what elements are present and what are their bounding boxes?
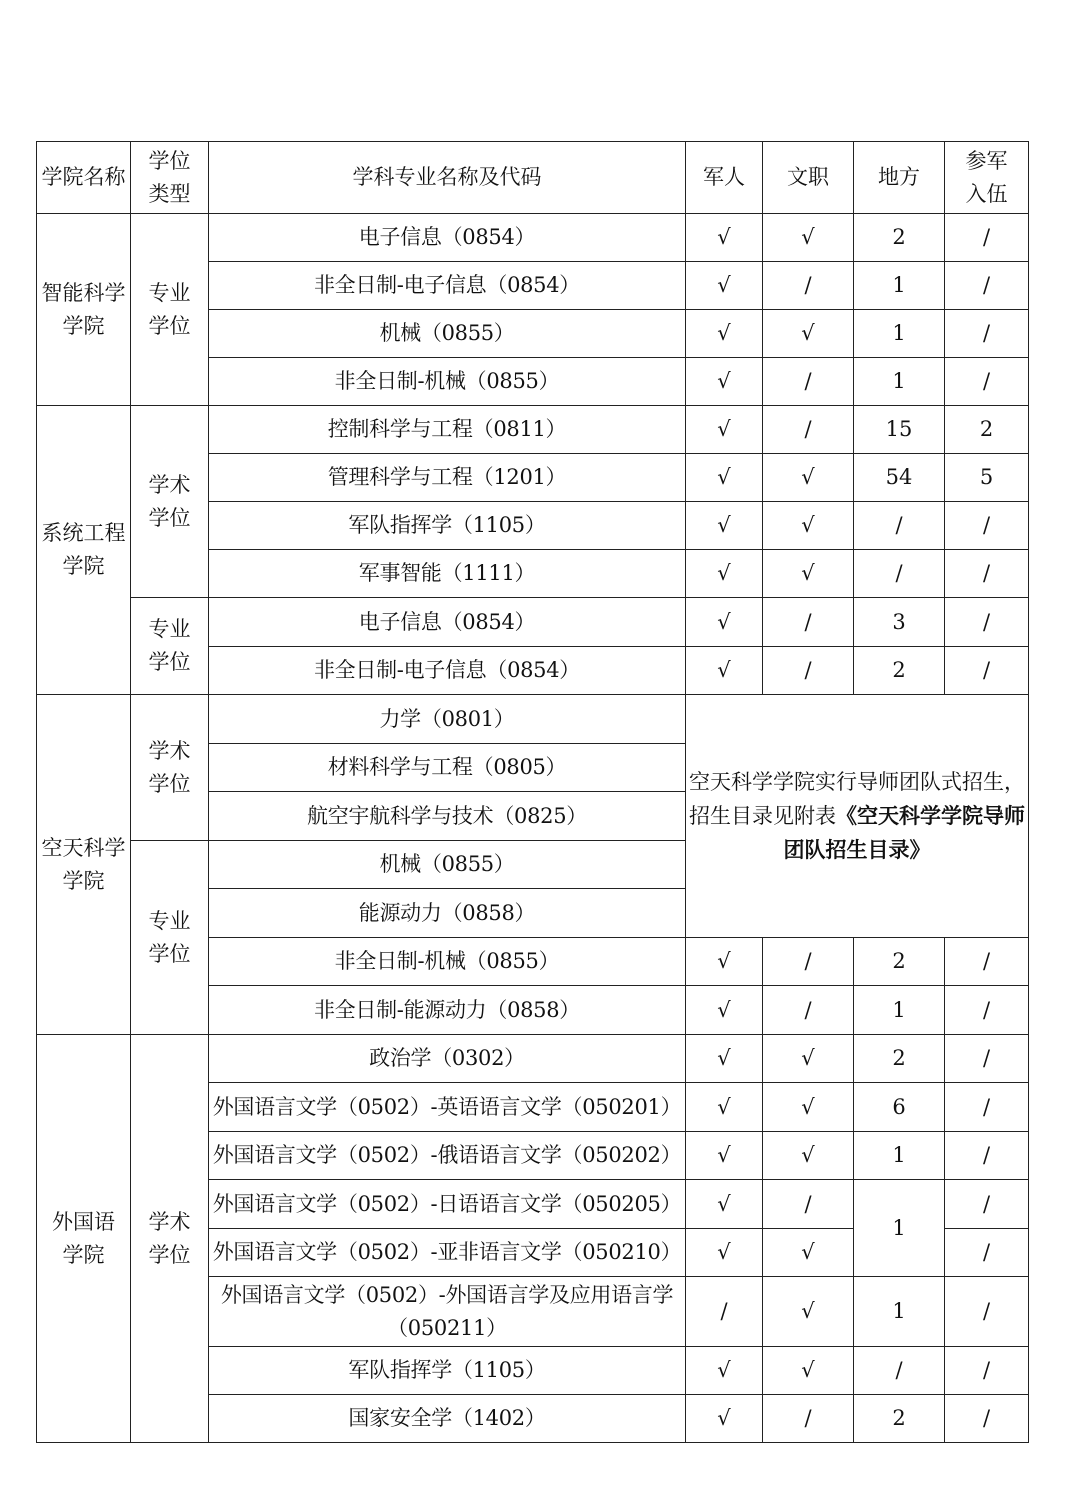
enlist-cell: 2: [945, 406, 1029, 454]
note-cell: [686, 695, 1029, 938]
degree-cell: [131, 598, 209, 695]
degree-cell: [131, 214, 209, 406]
local-cell: /: [854, 550, 945, 598]
local-cell: 2: [854, 214, 945, 262]
major-cell: 军队指挥学（1105）: [209, 1347, 686, 1395]
local-cell: 1: [854, 986, 945, 1035]
local-cell: 1: [854, 1277, 945, 1347]
header-local: 地方: [854, 142, 945, 214]
military-cell: √: [686, 358, 763, 406]
military-cell: √: [686, 406, 763, 454]
major-cell: 航空宇航科学与技术（0825）: [209, 792, 686, 841]
major-cell: 军事智能（1111）: [209, 550, 686, 598]
major-cell: 外国语言文学（0502）-俄语语言文学（050202）: [209, 1132, 686, 1180]
military-cell: √: [686, 647, 763, 695]
local-cell: 2: [854, 938, 945, 986]
admissions-table: [36, 141, 1029, 1443]
degree-type: 学术学位: [148, 738, 191, 796]
civilian-cell: √: [763, 1347, 854, 1395]
enlist-cell: /: [945, 358, 1029, 406]
civilian-cell: /: [763, 358, 854, 406]
major-cell: 非全日制-电子信息（0854）: [209, 262, 686, 310]
civilian-cell: √: [763, 454, 854, 502]
major-cell: 外国语言文学（0502）-日语语言文学（050205）: [209, 1180, 686, 1229]
civilian-cell: /: [763, 938, 854, 986]
military-cell: √: [686, 938, 763, 986]
degree-type: 学术学位: [148, 1209, 191, 1267]
enlist-cell: /: [945, 310, 1029, 358]
enlist-cell: /: [945, 1180, 1029, 1229]
major-cell: 机械（0855）: [209, 841, 686, 889]
civilian-cell: /: [763, 1395, 854, 1443]
table-row: [37, 214, 1029, 262]
local-cell: 1: [854, 310, 945, 358]
enlist-cell: /: [945, 1395, 1029, 1443]
military-cell: √: [686, 1229, 763, 1277]
major-cell: 非全日制-机械（0855）: [209, 358, 686, 406]
enlist-cell: /: [945, 598, 1029, 647]
table-row: [37, 1035, 1029, 1083]
major-cell: 管理科学与工程（1201）: [209, 454, 686, 502]
header-degree-text: 学位类型: [148, 148, 191, 206]
college-name: 智能科学学院: [41, 280, 126, 338]
civilian-cell: /: [763, 598, 854, 647]
local-cell: 1: [854, 1132, 945, 1180]
civilian-cell: √: [763, 1035, 854, 1083]
college-cell: [37, 695, 131, 1035]
major-cell: 控制科学与工程（0811）: [209, 406, 686, 454]
major-cell: 非全日制-能源动力（0858）: [209, 986, 686, 1035]
military-cell: /: [686, 1277, 763, 1347]
enlist-cell: 5: [945, 454, 1029, 502]
major-cell: 力学（0801）: [209, 695, 686, 744]
college-name: 空天科学学院: [41, 835, 126, 893]
college-name: 系统工程学院: [41, 521, 126, 578]
military-cell: √: [686, 214, 763, 262]
enlist-cell: /: [945, 1277, 1029, 1347]
local-cell: 1: [854, 1180, 945, 1277]
major-cell: 军队指挥学（1105）: [209, 502, 686, 550]
degree-type: 专业学位: [148, 280, 191, 338]
header-enlist: [945, 142, 1029, 214]
enlist-cell: /: [945, 938, 1029, 986]
enlist-cell: /: [945, 1347, 1029, 1395]
local-cell: 1: [854, 262, 945, 310]
civilian-cell: /: [763, 262, 854, 310]
enlist-cell: /: [945, 1083, 1029, 1132]
local-cell: 6: [854, 1083, 945, 1132]
local-cell: 2: [854, 1395, 945, 1443]
local-cell: 54: [854, 454, 945, 502]
major-cell: 非全日制-电子信息（0854）: [209, 647, 686, 695]
college-cell: [37, 214, 131, 406]
header-degree: [131, 142, 209, 214]
degree-cell: [131, 695, 209, 841]
college-cell: [37, 1035, 131, 1443]
major-cell: 能源动力（0858）: [209, 889, 686, 938]
header-enlist-text: 参军入伍: [965, 148, 1008, 206]
civilian-cell: √: [763, 1277, 854, 1347]
degree-cell: [131, 406, 209, 598]
local-cell: 2: [854, 647, 945, 695]
military-cell: √: [686, 1180, 763, 1229]
major-cell: 电子信息（0854）: [209, 598, 686, 647]
military-cell: √: [686, 1083, 763, 1132]
local-cell: 2: [854, 1035, 945, 1083]
major-cell: 电子信息（0854）: [209, 214, 686, 262]
military-cell: √: [686, 502, 763, 550]
military-cell: √: [686, 262, 763, 310]
local-cell: 1: [854, 358, 945, 406]
enlist-cell: /: [945, 1132, 1029, 1180]
major-cell: 政治学（0302）: [209, 1035, 686, 1083]
civilian-cell: √: [763, 1229, 854, 1277]
military-cell: √: [686, 310, 763, 358]
civilian-cell: /: [763, 1180, 854, 1229]
degree-type: 专业学位: [148, 617, 191, 674]
major-cell: 外国语言文学（0502）-外国语言学及应用语言学（050211）: [209, 1277, 686, 1347]
table-row: [37, 695, 1029, 744]
enlist-cell: /: [945, 502, 1029, 550]
civilian-cell: √: [763, 1132, 854, 1180]
enlist-cell: /: [945, 1035, 1029, 1083]
civilian-cell: √: [763, 310, 854, 358]
local-cell: 15: [854, 406, 945, 454]
enlist-cell: /: [945, 214, 1029, 262]
enlist-cell: /: [945, 550, 1029, 598]
major-cell: 外国语言文学（0502）-亚非语言文学（050210）: [209, 1229, 686, 1277]
civilian-cell: √: [763, 550, 854, 598]
local-cell: /: [854, 502, 945, 550]
degree-cell: [131, 841, 209, 1035]
major-cell: 外国语言文学（0502）-英语语言文学（050201）: [209, 1083, 686, 1132]
header-civilian: 文职: [763, 142, 854, 214]
civilian-cell: √: [763, 214, 854, 262]
military-cell: √: [686, 1132, 763, 1180]
enlist-cell: /: [945, 986, 1029, 1035]
civilian-cell: √: [763, 502, 854, 550]
civilian-cell: √: [763, 1083, 854, 1132]
header-row: [37, 142, 1029, 214]
major-cell: 材料科学与工程（0805）: [209, 744, 686, 792]
major-cell: 国家安全学（1402）: [209, 1395, 686, 1443]
military-cell: √: [686, 598, 763, 647]
civilian-cell: /: [763, 647, 854, 695]
civilian-cell: /: [763, 986, 854, 1035]
header-major: 学科专业名称及代码: [209, 142, 686, 214]
military-cell: √: [686, 550, 763, 598]
military-cell: √: [686, 1347, 763, 1395]
degree-type: 学术学位: [148, 472, 191, 530]
military-cell: √: [686, 1035, 763, 1083]
college-name: 外国语学院: [52, 1209, 115, 1267]
college-cell: [37, 406, 131, 695]
enlist-cell: /: [945, 1229, 1029, 1277]
degree-type: 专业学位: [148, 908, 191, 966]
enlist-cell: /: [945, 647, 1029, 695]
header-college: 学院名称: [37, 142, 131, 214]
major-cell: 非全日制-机械（0855）: [209, 938, 686, 986]
enlist-cell: /: [945, 262, 1029, 310]
military-cell: √: [686, 1395, 763, 1443]
degree-cell: [131, 1035, 209, 1443]
major-cell: 机械（0855）: [209, 310, 686, 358]
civilian-cell: /: [763, 406, 854, 454]
military-cell: √: [686, 986, 763, 1035]
table-row: [37, 406, 1029, 454]
note-bold-title: 《空天科学学院导师团队招生目录》: [783, 802, 1025, 862]
note-text: 空天科学学院实行导师团队式招生，招生目录见附表: [689, 769, 1025, 828]
local-cell: /: [854, 1347, 945, 1395]
military-cell: √: [686, 454, 763, 502]
header-military: 军人: [686, 142, 763, 214]
table-row: [37, 598, 1029, 647]
local-cell: 3: [854, 598, 945, 647]
